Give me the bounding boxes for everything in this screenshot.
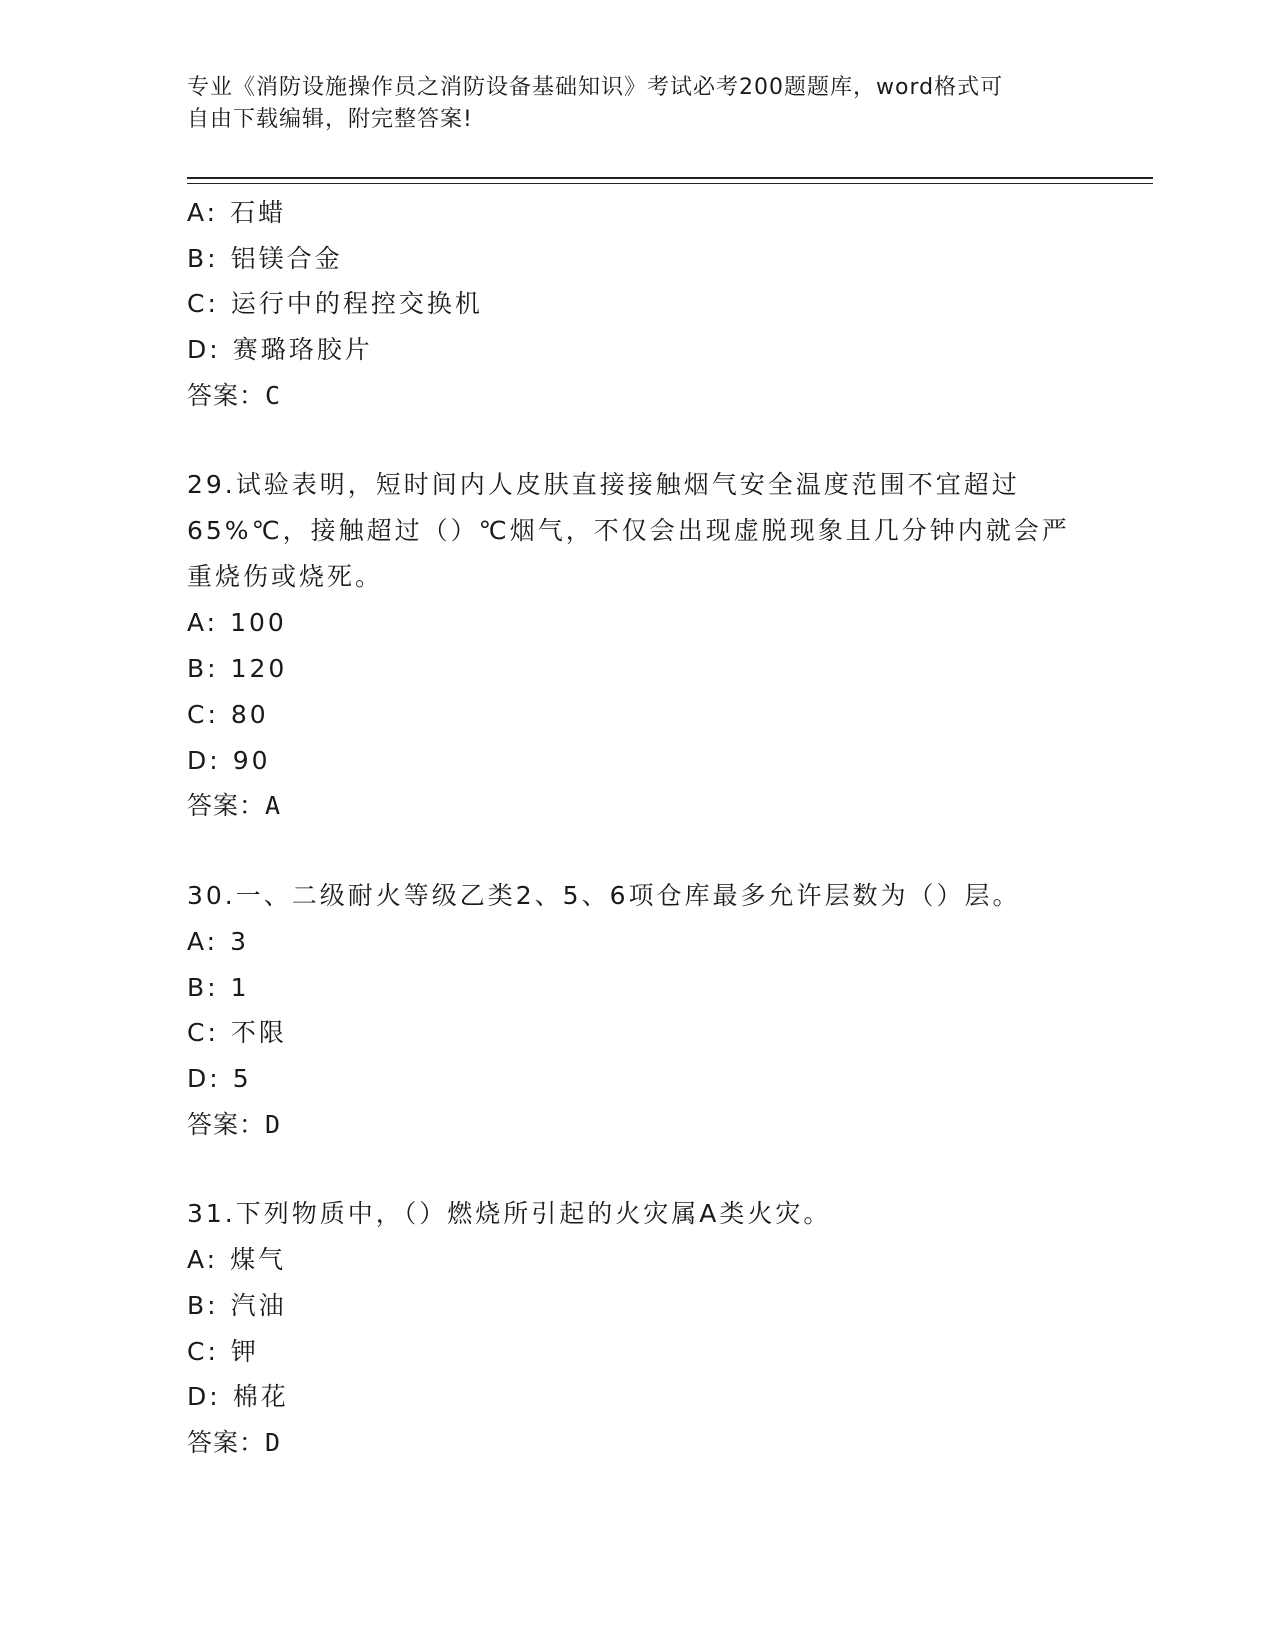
option-a: A: 石蜡 bbox=[187, 198, 287, 227]
option-c: C: 80 bbox=[187, 699, 269, 729]
option-a: A: 3 bbox=[187, 926, 249, 956]
question-text-line-2: 65%℃，接触超过（）℃烟气，不仅会出现虚脱现象且几分钟内就会严 bbox=[187, 516, 1070, 546]
header-rule-thin bbox=[187, 183, 1153, 184]
question-28 bbox=[187, 190, 1087, 418]
option-d: D: 赛璐珞胶片 bbox=[187, 335, 373, 365]
option-c: C: 不限 bbox=[187, 1018, 287, 1048]
header-line-1: 专业《消防设施操作员之消防设备基础知识》考试必考200题题库，word格式可 bbox=[187, 75, 1004, 100]
header-line-2: 自由下载编辑，附完整答案! bbox=[187, 107, 473, 132]
option-b: B: 汽油 bbox=[187, 1291, 287, 1320]
answer: 答案：D bbox=[187, 1428, 282, 1458]
answer: 答案：A bbox=[187, 791, 282, 821]
option-b: B: 铝镁合金 bbox=[187, 243, 343, 273]
answer: 答案：D bbox=[187, 1109, 282, 1139]
option-c: C: 运行中的程控交换机 bbox=[187, 289, 483, 319]
question-text-line-1: 29.试验表明，短时间内人皮肤直接接触烟气安全温度范围不宜超过 bbox=[187, 470, 1020, 500]
option-d: D: 棉花 bbox=[187, 1382, 289, 1412]
option-d: D: 5 bbox=[187, 1063, 252, 1093]
option-a: A: 煤气 bbox=[187, 1245, 287, 1275]
option-b: B: 120 bbox=[187, 654, 288, 684]
question-text-line-1: 31.下列物质中，（）燃烧所引起的火灾属A类火灾。 bbox=[187, 1199, 832, 1229]
question-31 bbox=[187, 1191, 1087, 1465]
question-text-line-3: 重烧伤或烧死。 bbox=[187, 562, 384, 592]
option-b: B: 1 bbox=[187, 972, 250, 1002]
answer: 答案：C bbox=[187, 380, 282, 410]
question-text-line-1: 30.一、二级耐火等级乙类2、5、6项仓库最多允许层数为（）层。 bbox=[187, 880, 1021, 910]
question-29 bbox=[187, 462, 1087, 828]
question-30 bbox=[187, 873, 1087, 1147]
option-d: D: 90 bbox=[187, 745, 271, 775]
document-header bbox=[187, 72, 1087, 136]
header-rule-thick bbox=[187, 177, 1153, 179]
question-list bbox=[187, 190, 1087, 1466]
option-a: A: 100 bbox=[187, 608, 287, 638]
option-c: C: 钾 bbox=[187, 1336, 259, 1366]
